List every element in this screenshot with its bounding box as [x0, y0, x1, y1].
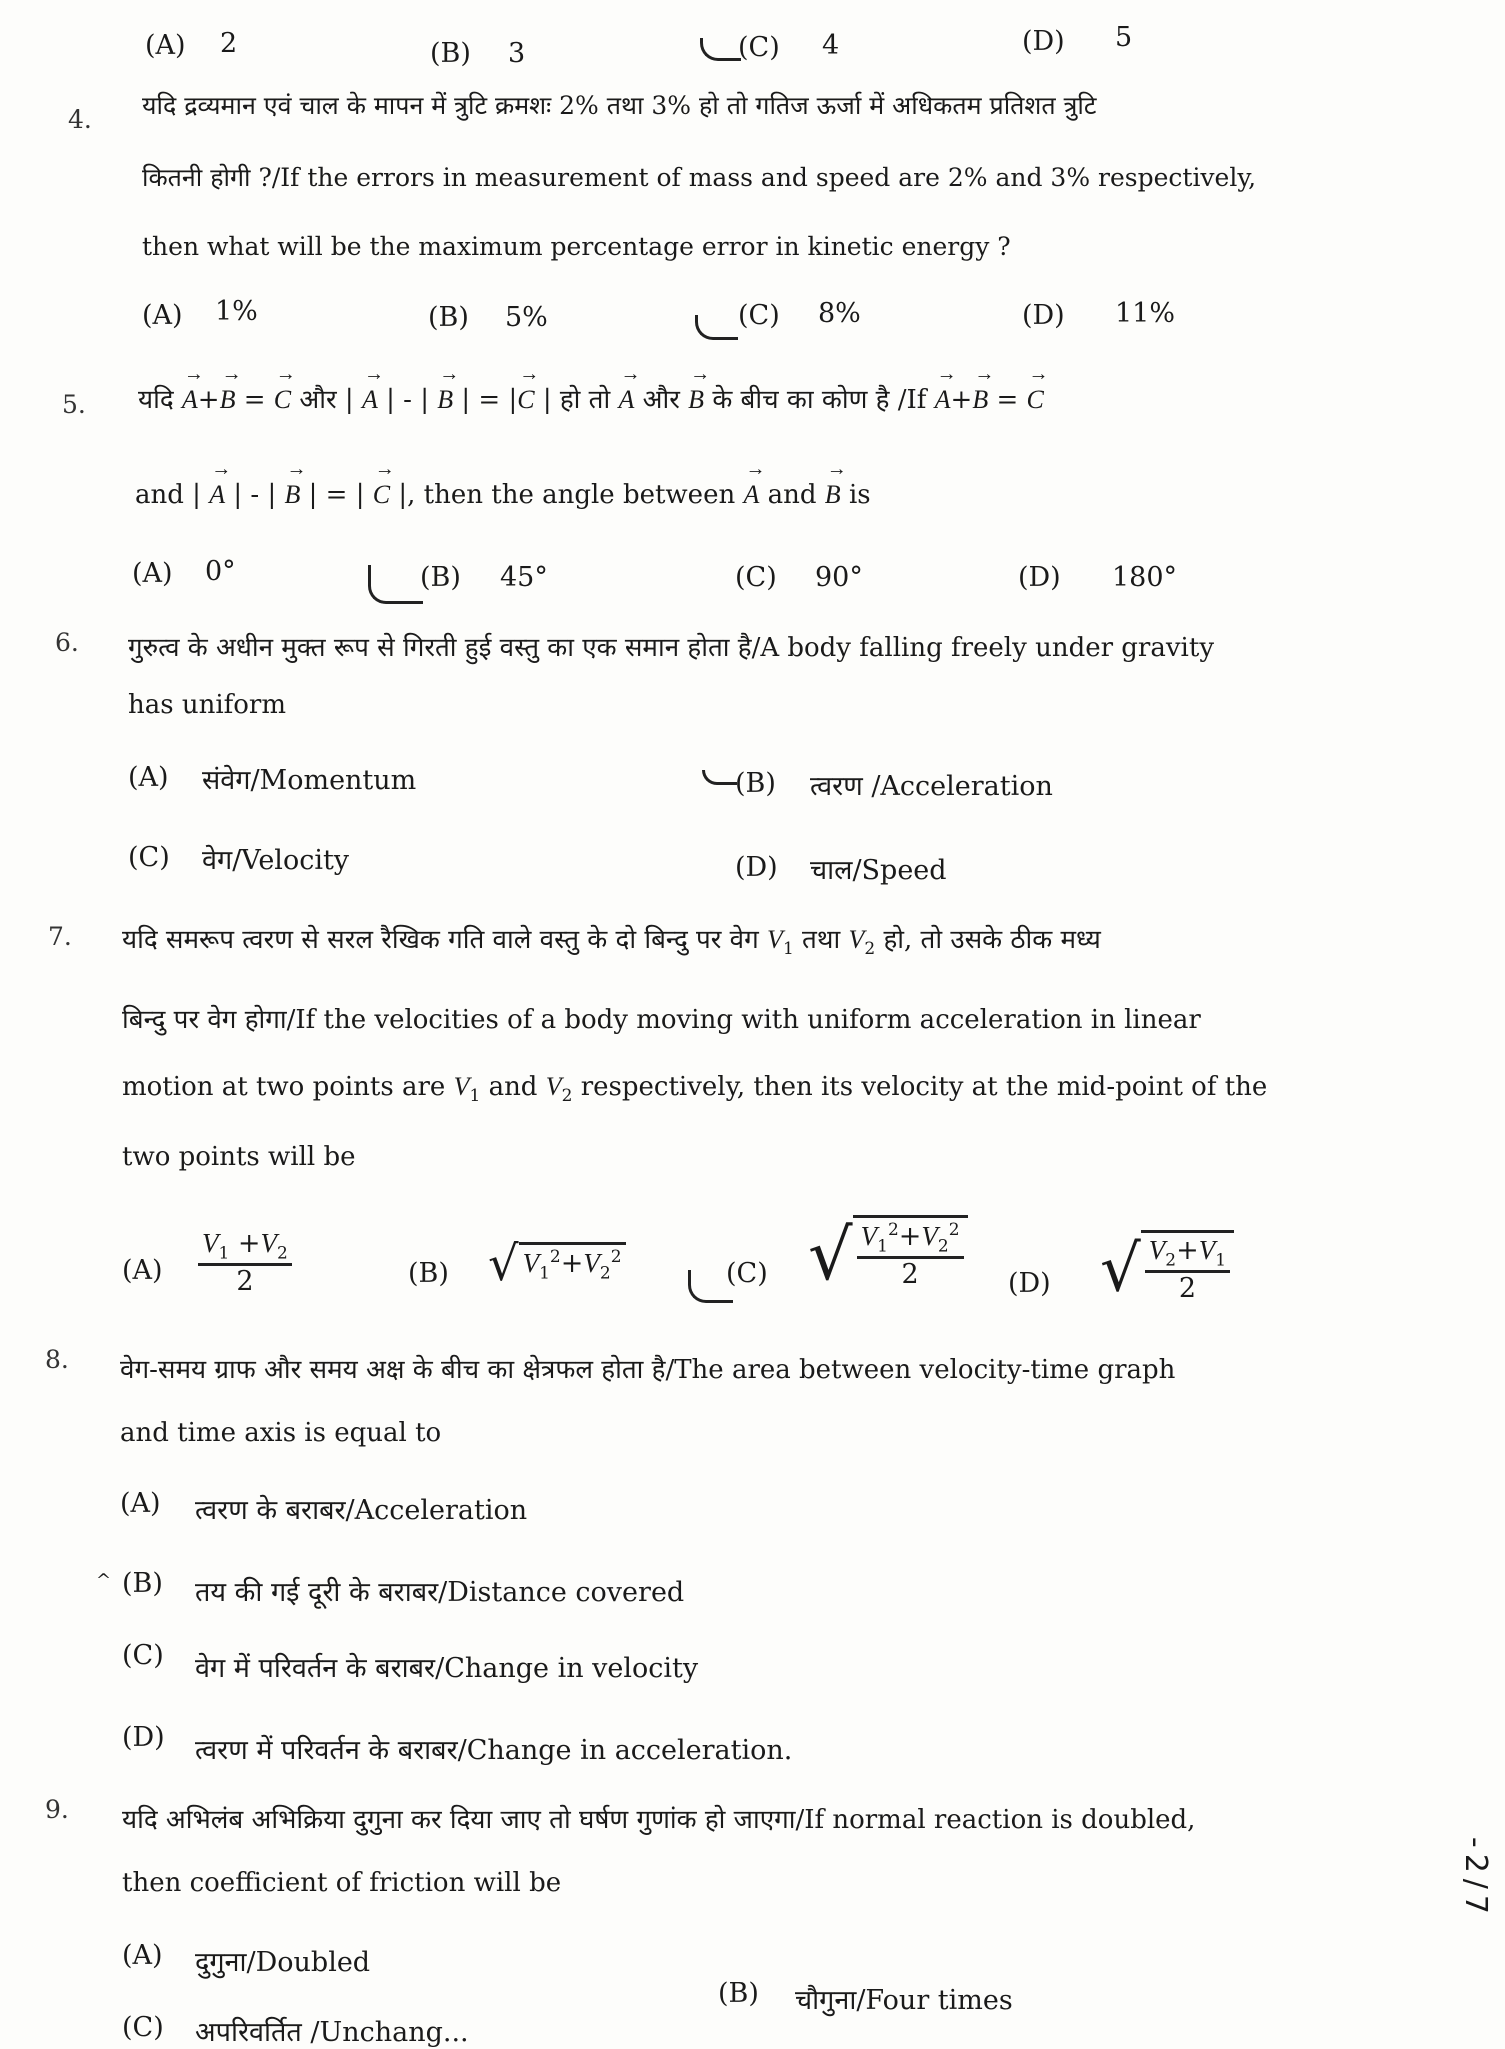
option-label: (D) [1022, 300, 1065, 331]
q3-option-c-label: (C) [738, 32, 780, 63]
question-number: 8. [45, 1345, 69, 1374]
option-label: (A) [132, 558, 173, 589]
q3-option-a-label: (A) [145, 30, 186, 61]
option-text: संवेग/Momentum [202, 765, 417, 796]
checkmark-icon [695, 315, 738, 340]
question-text-line: then what will be the maximum percentage error in kinetic energy ? [142, 232, 1011, 261]
option-text: तय की गई दूरी के बराबर/Distance covered [195, 1577, 685, 1608]
q3-option-c-text: 4 [822, 30, 840, 61]
option-text: 8% [818, 298, 861, 329]
option-text: 180° [1112, 562, 1178, 593]
checkmark-icon [700, 38, 741, 61]
formula-b: √ $V_1^2+V_2^2$ [488, 1236, 626, 1292]
option-label: (D) [735, 852, 778, 883]
question-text-line: कितनी होगी ?/If the errors in measurement of mass and speed are 2% and 3% respectively, [142, 163, 1257, 192]
option-text: त्वरण /Acceleration [810, 771, 1053, 802]
option-text: चाल/Speed [810, 855, 947, 886]
question-text-line: and | → A | - | → B | = | → C |, then the angle between → A and → B is [135, 480, 871, 510]
checkmark-icon [702, 770, 737, 785]
option-label: (C) [738, 300, 780, 331]
option-label: (B) [718, 1978, 759, 2009]
option-text: 1% [215, 296, 258, 327]
q3-option-d-text: 5 [1115, 22, 1133, 53]
option-text: त्वरण के बराबर/Acceleration [195, 1495, 528, 1526]
option-label: (A) [128, 762, 169, 793]
option-label: (B) [408, 1258, 449, 1289]
question-text-line: वेग-समय ग्राफ और समय अक्ष के बीच का क्षेत्रफल होता है/The area between velocity-time graph [120, 1355, 1176, 1385]
question-text-line: यदि अभिलंब अभिक्रिया दुगुना कर दिया जाए तो घर्षण गुणांक हो जाएगा/If normal reaction is doubled, [122, 1805, 1196, 1835]
q3-option-a-text: 2 [220, 28, 238, 59]
question-text-line: and time axis is equal to [120, 1418, 442, 1448]
question-text-line: motion at two points are $V_1$ and $V_2$ respectively, then its velocity at the mid-point of the [122, 1072, 1268, 1107]
formula-d: √ $\frac{V_2+V_1}{2}$ [1100, 1230, 1234, 1307]
q3-option-b-text: 3 [508, 38, 526, 69]
question-text-line: यदि द्रव्यमान एवं चाल के मापन में त्रुटि क्रमशः 2% तथा 3% हो तो गतिज ऊर्जा में अधिकतम प्रतिशत त्रुटि [142, 91, 1097, 120]
option-label: (D) [1018, 562, 1061, 593]
option-label: (D) [1008, 1268, 1051, 1299]
checkmark-icon: ^ [96, 1570, 112, 1591]
option-text: वेग/Velocity [202, 845, 350, 876]
q3-option-b-label: (B) [430, 38, 471, 69]
option-label: (B) [420, 562, 461, 593]
option-label: (B) [735, 768, 776, 799]
option-label: (A) [120, 1488, 161, 1519]
question-text-line: यदि समरूप त्वरण से सरल रैखिक गति वाले वस्तु के दो बिन्दु पर वेग $V_1$ तथा $V_2$ हो, तो उसके ठीक मध्य [122, 925, 1101, 960]
question-text-line: two points will be [122, 1142, 356, 1172]
question-text-line: then coefficient of friction will be [122, 1868, 562, 1898]
question-text-line: बिन्दु पर वेग होगा/If the velocities of a body moving with uniform acceleration in linear [122, 1005, 1201, 1035]
formula-c: √ $\frac{V_1^2+V_2^2}{2}$ [808, 1214, 968, 1296]
option-label: (B) [428, 302, 469, 333]
page-number: -2/7 [1458, 1836, 1493, 1920]
option-text: 0° [205, 556, 236, 587]
option-label: (A) [142, 300, 183, 331]
option-text: 45° [500, 562, 548, 593]
option-label: (B) [122, 1568, 163, 1599]
option-text: दुगुना/Doubled [195, 1947, 371, 1978]
question-text-line: गुरुत्व के अधीन मुक्त रूप से गिरती हुई वस्तु का एक समान होता है/A body falling freely under gravity [128, 633, 1215, 663]
option-label: (C) [128, 842, 170, 873]
formula-a: $\frac{V_1 +V_2}{2}$ [198, 1228, 292, 1297]
question-number: 9. [45, 1795, 69, 1824]
question-text-line: यदि → A+→ B = → C और | → A | - | → B | = |→ C | हो तो → A और → B के बीच का कोण है /If → A+→ B = → C [138, 380, 1044, 416]
question-number: 7. [48, 922, 72, 951]
option-text: अपरिवर्तित /Unchang... [195, 2017, 469, 2048]
question-number: 6. [55, 628, 79, 657]
question-number: 5. [62, 390, 86, 419]
option-label: (C) [726, 1258, 768, 1289]
option-text: वेग में परिवर्तन के बराबर/Change in velocity [195, 1653, 699, 1684]
option-label: (A) [122, 1940, 163, 1971]
option-label: (C) [735, 562, 777, 593]
option-text: चौगुना/Four times [795, 1985, 1013, 2016]
option-text: 90° [815, 562, 863, 593]
q3-option-d-label: (D) [1022, 26, 1065, 57]
option-label: (A) [122, 1255, 163, 1286]
option-label: (D) [122, 1722, 165, 1753]
option-text: 5% [505, 302, 548, 333]
question-text-line: has uniform [128, 690, 287, 720]
option-text: त्वरण में परिवर्तन के बराबर/Change in acceleration. [195, 1735, 793, 1766]
option-text: 11% [1115, 298, 1176, 329]
question-number: 4. [68, 105, 92, 134]
option-label: (C) [122, 2012, 164, 2043]
option-label: (C) [122, 1640, 164, 1671]
checkmark-icon [368, 565, 423, 604]
